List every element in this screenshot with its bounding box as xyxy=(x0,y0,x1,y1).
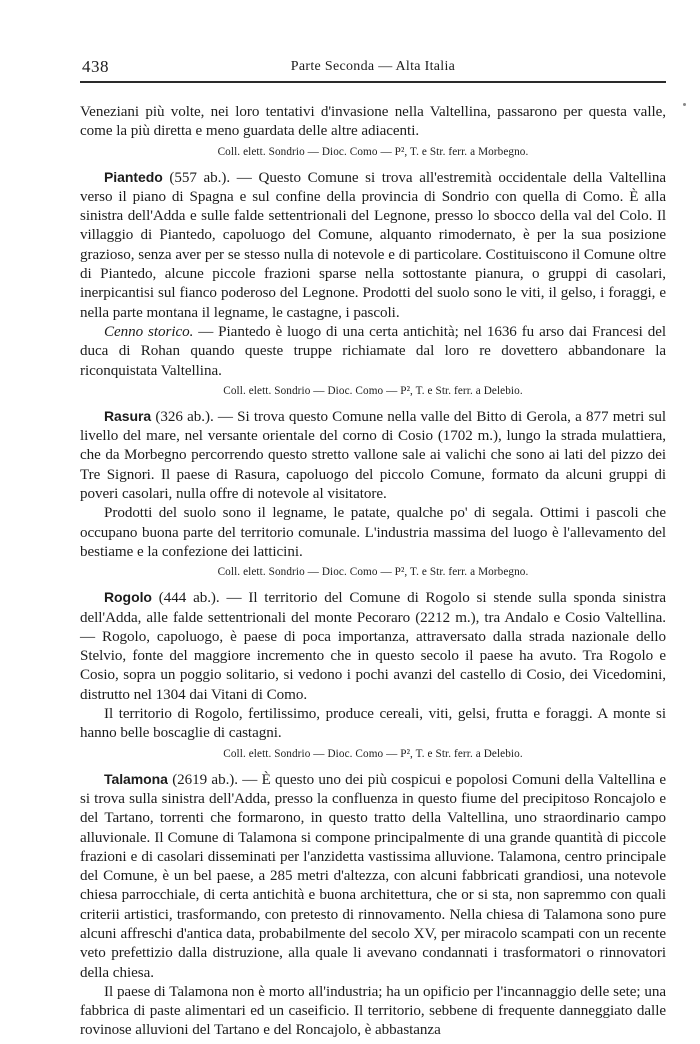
entry-name-talamona: Talamona xyxy=(104,770,168,787)
history-lead: Cenno storico. xyxy=(104,323,194,340)
margin-speck xyxy=(683,103,686,106)
entry-population-rogolo: (444 ab.). xyxy=(158,590,220,607)
page-number: 438 xyxy=(82,57,109,76)
entry-population-rasura: (326 ab.). xyxy=(155,408,214,425)
entry-population-talamona: (2619 ab.). xyxy=(172,771,239,788)
intro-note: Coll. elett. Sondrio — Dioc. Como — P², T. e Str. ferr. a Morbegno. xyxy=(217,145,529,158)
talamona-industry: Il paese di Talamona non è morto all'industria; ha un opificio per l'incannaggio delle sete; una fabbrica di paste alimentari ed un caseificio. Il territorio, sebbene di frequente danneggiato dalle rovinose alluvioni del Tartano e del Roncajolo, è abbastanza xyxy=(80,983,666,1039)
piantedo-history xyxy=(80,323,666,381)
history-text: — Piantedo è luogo di una certa antichità; nel 1636 fu arso dai Francesi del duca di Rohan quando queste truppe richiamate dal loro re dovettero abbandonare la riconquistata Valtellina. xyxy=(80,323,666,379)
rogolo-territory: Il territorio di Rogolo, fertilissimo, produce cereali, viti, gelsi, frutta e foraggi. A monte si hanno belle boscaglie di castagni. xyxy=(80,706,666,742)
entry-name-rasura: Rasura xyxy=(104,407,152,424)
entry-piantedo xyxy=(80,168,666,323)
entry-text-rogolo: — Il territorio del Comune di Rogolo si stende sulla sponda sinistra dell'Adda, alle falde settentrionali del monte Pecoraro (2212 m.), tra Andalo e Cosio Valtellina. — Rogolo, capoluogo, è paese di poca importanza, attraversato dalla strada nazionale dello Stelvio, fonte del maggiore incremento che in questo secolo il paese ha avuto. Tra Rogolo e Cosio, sopra un poggio solitario, si vedono i pochi avanzi del castello di Cosio, dei Vicedomini, distrutto nel 1304 dai Vitani di Como. xyxy=(80,590,666,703)
rasura-products: Prodotti del suolo sono il legname, le patate, qualche po' di segala. Ottimi i pascoli che occupano buona parte del territorio comunale. L'industria massima del luogo è l'allevamento del bestiame e la confezione dei latticini. xyxy=(80,505,666,560)
rogolo-note: Coll. elett. Sondrio — Dioc. Como — P², T. e Str. ferr. a Delebio. xyxy=(223,747,523,760)
entry-text-talamona: — È questo uno dei più cospicui e popolosi Comuni della Valtellina e si trova sulla sinistra dell'Adda, presso la confluenza in questo fiume del precipitoso Roncajolo e del Tartano, torrenti che formarono, in questo tratto della Valtellina, uno straordinario campo alluvionale. Il Comune di Talamona si compone principalmente di una grande quantità di piccole frazioni e di casolari disseminati per l'anzidetta vastissima alluvione. Talamona, centro principale del Comune, è un bel paese, a 285 metri d'altezza, con alcuni fabbricati grandiosi, una notevole chiesa parrocchiale, di certa antichità e buona architettura, che or si sta, non sapremmo con quali criterii artistici, trasformando, con pretesto di rinnovamento. Nella chiesa di Talamona sono pure alcuni affreschi d'antica data, probabilmente del secolo XV, per miracolo scampati con un recente veto prefettizio dalla distruzione, alla quale li avevano condannati i trasformatori o rinnovatori della chiesa. xyxy=(80,771,666,981)
entry-name-piantedo: Piantedo xyxy=(104,168,163,185)
body-text xyxy=(80,103,666,1041)
entry-text-rasura: — Si trova questo Comune nella valle del Bitto di Gerola, a 877 metri sul livello del mare, nel versante orientale del corno di Cosio (1702 m.), lungo la strada mulattiera, che da Morbegno percorrendo questo stretto vallone sale ai valichi che sono ai lati del pizzo dei Tre Signori. Il paese di Rasura, capoluogo del piccolo Comune, formato da alcuni gruppi di poveri casolari, nulla offre di notevole al visitatore. xyxy=(80,408,666,503)
intro-paragraph: Veneziani più volte, nei loro tentativi d'invasione nella Valtellina, passarono per questa valle, come la più diretta e meno guardata delle altre adiacenti. xyxy=(80,104,666,140)
entry-rogolo xyxy=(80,588,666,705)
running-title: Parte Seconda — Alta Italia xyxy=(290,59,456,74)
entry-talamona xyxy=(80,770,666,983)
entry-population-piantedo: (557 ab.). xyxy=(169,169,231,186)
entry-name-rogolo: Rogolo xyxy=(104,589,152,606)
entry-rasura xyxy=(80,407,666,504)
rasura-note: Coll. elett. Sondrio — Dioc. Como — P², T. e Str. ferr. a Morbegno. xyxy=(217,566,529,579)
page-header xyxy=(80,55,666,83)
piantedo-note: Coll. elett. Sondrio — Dioc. Como — P², T. e Str. ferr. a Delebio. xyxy=(223,384,523,397)
entry-text-piantedo: — Questo Comune si trova all'estremità occidentale della Valtellina verso il piano di Spagna e sul confine della provincia di Sondrio con quella di Como. È alla sinistra dell'Adda e sulle falde settentrionali del Legnone, presso lo sbocco della val del Colo. Il villaggio di Piantedo, capoluogo del Comune, alquanto rimodernato, è per la sua posizione grazioso, senza aver per se stesso nulla di notevole e di particolare. Costituiscono il Comune oltre di Piantedo, alcune piccole frazioni sparse nella sottostante pianura, o gruppi di casolari, inerpicantisi sul fianco poderoso del Legnone. Prodotti del suolo sono le viti, il gelso, i foraggi, e nella parte montana il legname, le castagne, i pascoli. xyxy=(80,169,666,321)
